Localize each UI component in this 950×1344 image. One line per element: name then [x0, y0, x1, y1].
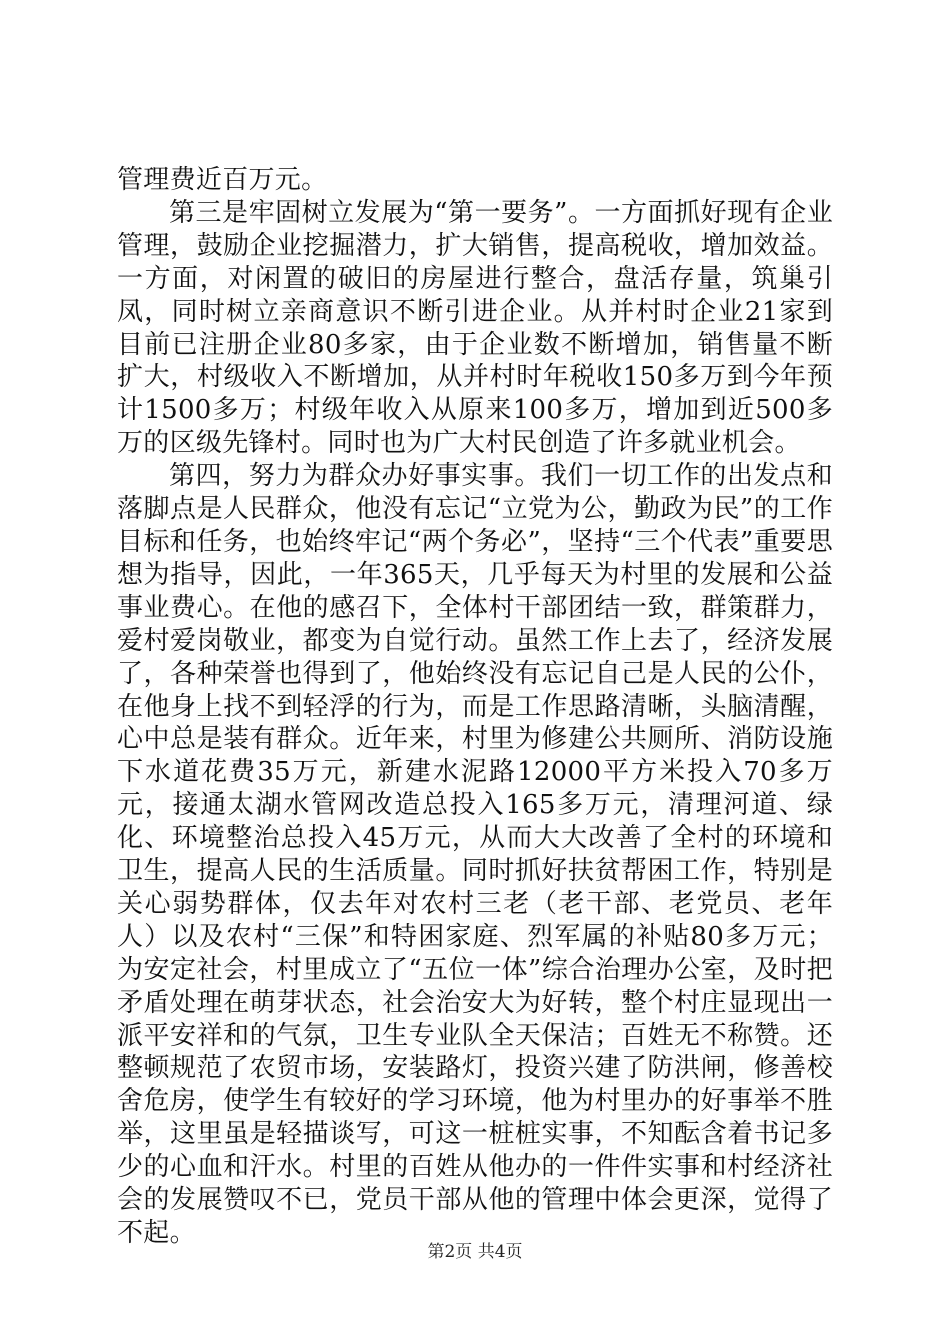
- document-body: [117, 164, 833, 1250]
- paragraph-continuation: 管理费近百万元。: [117, 165, 328, 195]
- page-number-footer: 第2页 共4页: [427, 1242, 523, 1262]
- paragraph-third-point: 第三是牢固树立发展为“第一要务”。一方面抓好现有企业管理，鼓励企业挖掘潜力，扩大销售，提高税收，增加效益。一方面，对闲置的破旧的房屋进行整合，盘活存量，筑巢引凤，同时树立亲商意识不断引进企业。从并村时企业21家到目前已注册企业80多家，由于企业数不断增加，销售量不断扩大，村级收入不断增加，从并村时年税收150多万到今年预计1500多万；村级年收入从原来100多万，增加到近500多万的区级先锋村。同时也为广大村民创造了许多就业机会。: [117, 197, 833, 459]
- paragraph-fourth-point: 第四，努力为群众办好事实事。我们一切工作的出发点和落脚点是人民群众，他没有忘记“立党为公，勤政为民”的工作目标和任务，也始终牢记“两个务必”，坚持“三个代表”重要思想为指导，因此，一年365天，几乎每天为村里的发展和公益事业费心。在他的感召下，全体村干部团结一致，群策群力，爱村爱岗敬业，都变为自觉行动。虽然工作上去了，经济发展了，各种荣誉也得到了，他始终没有忘记自己是人民的公仆，在他身上找不到轻浮的行为，而是工作思路清晰，头脑清醒，心中总是装有群众。近年来，村里为修建公共厕所、消防设施下水道花费35万元，新建水泥路12000平方米投入70多万元，接通太湖水管网改造总投入165多万元，清理河道、绿化、环境整治总投入45万元，从而大大改善了全村的环境和卫生，提高人民的生活质量。同时抓好扶贫帮困工作，特别是关心弱势群体，仅去年对农村三老（老干部、老党员、老年人）以及农村“三保”和特困家庭、烈军属的补贴80多万元；为安定社会，村里成立了“五位一体”综合治理办公室，及时把矛盾处理在萌芽状态，社会治安大为好转，整个村庄显现出一派平安祥和的气氛，卫生专业队全天保洁；百姓无不称赞。还整顿规范了农贸市场，安装路灯，投资兴建了防洪闸，修善校舍危房，使学生有较好的学习环境，他为村里办的好事举不胜举，这里虽是轻描谈写，可这一桩桩实事，不知酝含着书记多少的心血和汗水。村里的百姓从他办的一件件实事和村经济社会的发展赞叹不已，党员干部从他的管理中体会更深，觉得了不起。: [117, 461, 833, 1248]
